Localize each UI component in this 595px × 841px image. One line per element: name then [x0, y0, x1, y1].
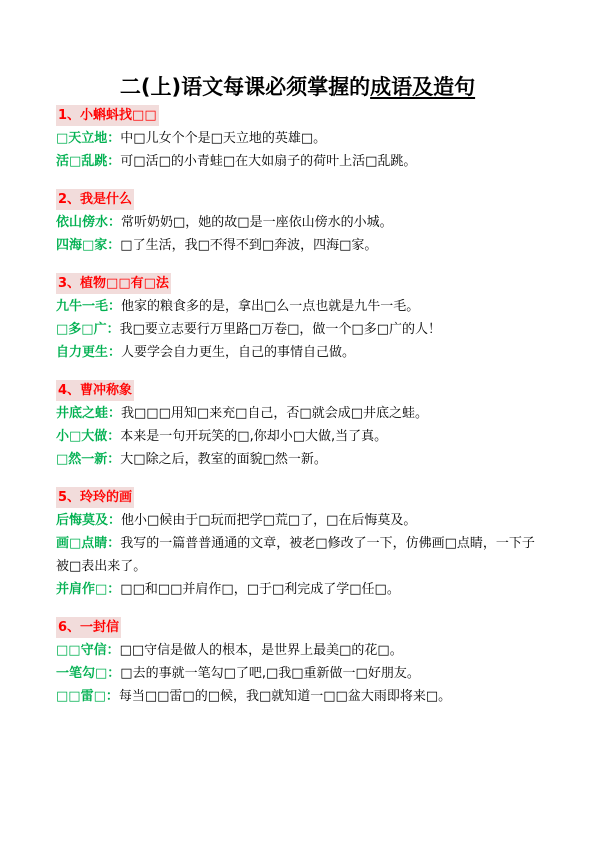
example-sentence: 他小□候由于□玩而把学□荒□了，□在后悔莫及。	[121, 513, 417, 528]
example-sentence: 我□□□用知□来充□自己，否□就会成□井底之蛙。	[121, 406, 428, 421]
example-sentence: 大□除之后，教室的面貌□然一新。	[120, 452, 327, 467]
lesson-section	[56, 272, 546, 364]
example-sentence: 本来是一句开玩笑的□,你却小□大做,当了真。	[120, 429, 388, 444]
example-sentence: 他家的粮食多的是，拿出□么一点也就是九牛一毛。	[121, 299, 420, 314]
example-sentence: □□守信是做人的根本，是世界上最美□的花□。	[119, 643, 403, 658]
idiom-entry	[56, 234, 546, 257]
idiom-term: 小□大做：	[56, 429, 121, 444]
idiom-term: □天立地：	[56, 131, 121, 146]
idiom-entry	[56, 318, 546, 341]
idiom-entry	[56, 578, 546, 601]
idiom-term: □□雷□：	[56, 689, 119, 704]
example-sentence: 我□要立志要行万里路□万卷□，做一个□多□广的人！	[119, 322, 441, 337]
idiom-entry	[56, 639, 546, 662]
idiom-term: 一笔勾□：	[56, 666, 121, 681]
lesson-section	[56, 616, 546, 708]
idiom-entry	[56, 127, 546, 150]
idiom-entry	[56, 402, 546, 425]
idiom-entry	[56, 295, 546, 318]
lesson-heading: 1、小蝌蚪找□□	[56, 105, 159, 126]
example-sentence: □了生活，我□不得不到□奔波，四海□家。	[120, 238, 378, 253]
idiom-term: 画□点睛：	[56, 536, 121, 551]
idiom-term: 四海□家：	[56, 238, 121, 253]
idiom-term: 依山傍水：	[56, 215, 122, 230]
idiom-entry	[56, 150, 546, 173]
idiom-term: 并肩作□：	[56, 582, 121, 597]
idiom-entry	[56, 425, 546, 448]
lesson-heading: 3、植物□□有□法	[56, 273, 171, 294]
lesson-heading: 4、曹冲称象	[56, 380, 134, 401]
example-sentence: 可□活□的小青蛙□在大如扇子的荷叶上活□乱跳。	[120, 154, 417, 169]
idiom-entry	[56, 685, 546, 708]
example-sentence: □去的事就一笔勾□了吧,□我□重新做一□好朋友。	[120, 666, 420, 681]
example-sentence: 人要学会自力更生，自己的事情自己做。	[121, 345, 356, 360]
example-sentence: 每当□□雷□的□候，我□就知道一□□盆大雨即将来□。	[118, 689, 452, 704]
lesson-heading: 6、一封信	[56, 617, 121, 638]
example-sentence: □□和□□并肩作□，□于□利完成了学□任□。	[120, 582, 400, 597]
lesson-heading: 2、我是什么	[56, 189, 134, 210]
example-sentence: 中□儿女个个是□天立地的英雄□。	[120, 131, 327, 146]
idiom-term: 自力更生：	[56, 345, 122, 360]
idiom-term: 活□乱跳：	[56, 154, 121, 169]
idiom-term: 后悔莫及：	[56, 513, 122, 528]
title-prefix: 二(上)语文每课必须掌握的	[119, 75, 371, 99]
title-emphasis: 成语及造句	[370, 75, 476, 99]
lesson-section	[56, 104, 546, 173]
idiom-entry	[56, 662, 546, 685]
idiom-entry	[56, 341, 546, 364]
example-sentence: 我写的一篇普普通通的文章，被老□修改了一下，仿佛画□点睛，一下子被□表出来了。	[56, 536, 535, 574]
lesson-section	[56, 379, 546, 471]
idiom-entry	[56, 532, 546, 578]
idiom-entry	[56, 211, 546, 234]
idiom-term: □□守信：	[56, 643, 120, 658]
idiom-sections	[56, 104, 546, 723]
idiom-entry	[56, 509, 546, 532]
example-sentence: 常听奶奶□，她的故□是一座依山傍水的小城。	[121, 215, 393, 230]
idiom-entry	[56, 448, 546, 471]
lesson-heading: 5、玲玲的画	[56, 487, 134, 508]
page-title	[0, 72, 595, 102]
lesson-section	[56, 188, 546, 257]
idiom-term: □然一新：	[56, 452, 121, 467]
idiom-term: 井底之蛙：	[56, 406, 122, 421]
idiom-term: □多□广：	[56, 322, 120, 337]
idiom-term: 九牛一毛：	[56, 299, 122, 314]
lesson-section	[56, 486, 546, 601]
